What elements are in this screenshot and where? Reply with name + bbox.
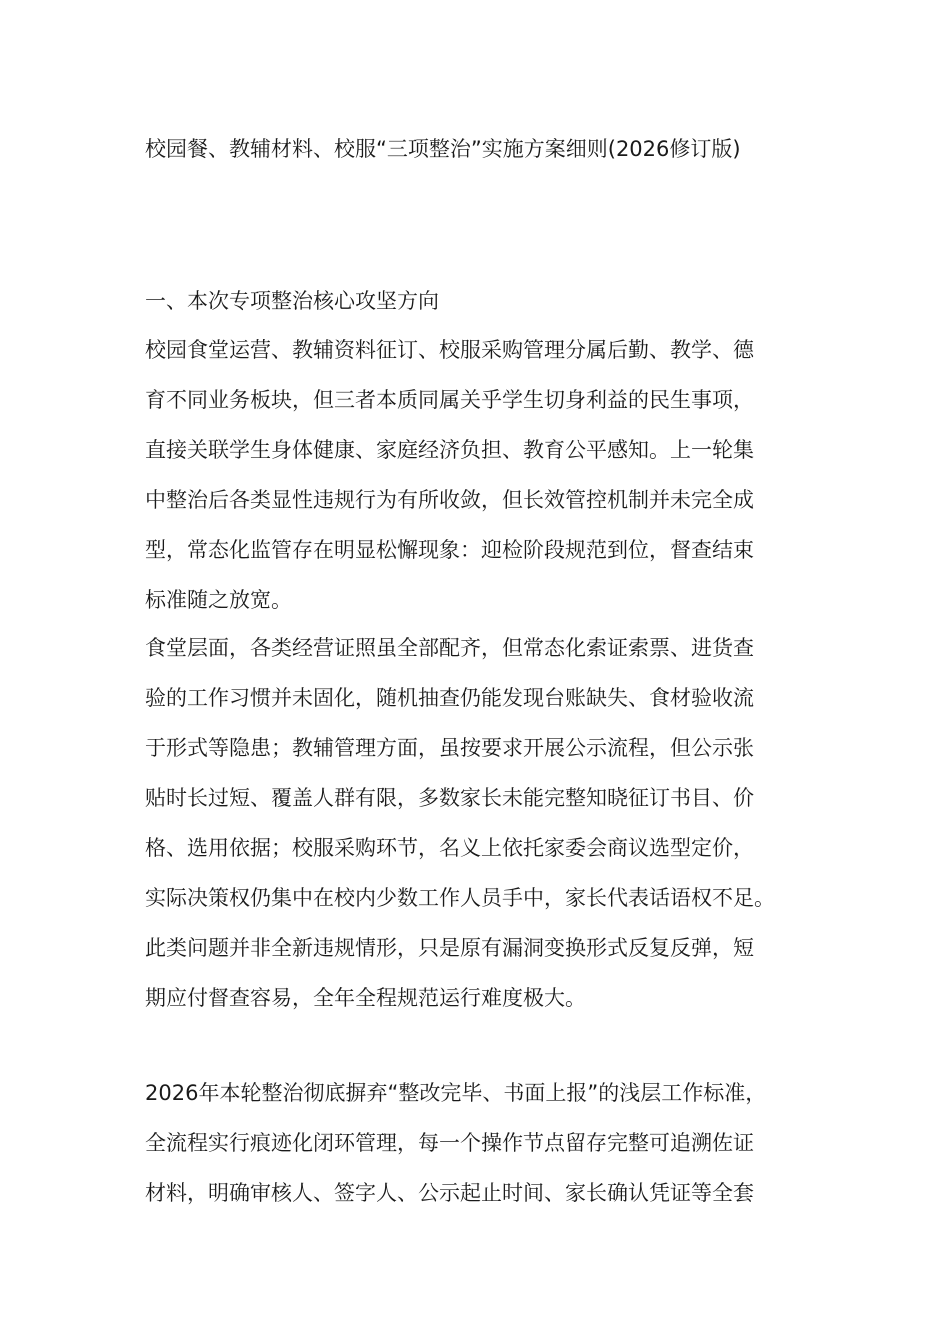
paragraph-line: 校园食堂运营、教辅资料征订、校服采购管理分属后勤、教学、德 — [145, 338, 754, 362]
paragraph-line: 实际决策权仍集中在校内少数工作人员手中，家长代表话语权不足。 — [145, 886, 775, 910]
paragraph-line: 验的工作习惯并未固化，随机抽查仍能发现台账缺失、食材验收流 — [145, 686, 754, 710]
section-heading: 一、本次专项整治核心攻坚方向 — [145, 289, 439, 313]
paragraph-line: 材料，明确审核人、签字人、公示起止时间、家长确认凭证等全套 — [145, 1181, 754, 1205]
paragraph-line: 直接关联学生身体健康、家庭经济负担、教育公平感知。上一轮集 — [145, 438, 754, 462]
paragraph-line: 全流程实行痕迹化闭环管理，每一个操作节点留存完整可追溯佐证 — [145, 1131, 754, 1155]
paragraph-line: 型，常态化监管存在明显松懈现象：迎检阶段规范到位，督查结束 — [145, 538, 754, 562]
document-title: 校园餐、教辅材料、校服“三项整治”实施方案细则(2026修订版) — [145, 137, 741, 161]
paragraph-line: 于形式等隐患；教辅管理方面，虽按要求开展公示流程，但公示张 — [145, 736, 754, 760]
paragraph-line: 标准随之放宽。 — [145, 588, 292, 612]
paragraph-2 — [145, 623, 817, 1023]
paragraph-line: 此类问题并非全新违规情形，只是原有漏洞变换形式反复反弹，短 — [145, 936, 754, 960]
paragraph-line: 2026年本轮整治彻底摒弃“整改完毕、书面上报”的浅层工作标准， — [145, 1081, 767, 1105]
paragraph-line: 中整治后各类显性违规行为有所收敛，但长效管控机制并未完全成 — [145, 488, 754, 512]
paragraph-line: 格、选用依据；校服采购环节，名义上依托家委会商议选型定价， — [145, 836, 754, 860]
paragraph-line: 食堂层面，各类经营证照虽全部配齐，但常态化索证索票、进货查 — [145, 636, 754, 660]
paragraph-line: 育不同业务板块，但三者本质同属关乎学生切身利益的民生事项， — [145, 388, 754, 412]
paragraph-1 — [145, 325, 817, 625]
paragraph-line: 贴时长过短、覆盖人群有限，多数家长未能完整知晓征订书目、价 — [145, 786, 754, 810]
paragraph-line: 期应付督查容易，全年全程规范运行难度极大。 — [145, 986, 586, 1010]
paragraph-3 — [145, 1068, 817, 1218]
